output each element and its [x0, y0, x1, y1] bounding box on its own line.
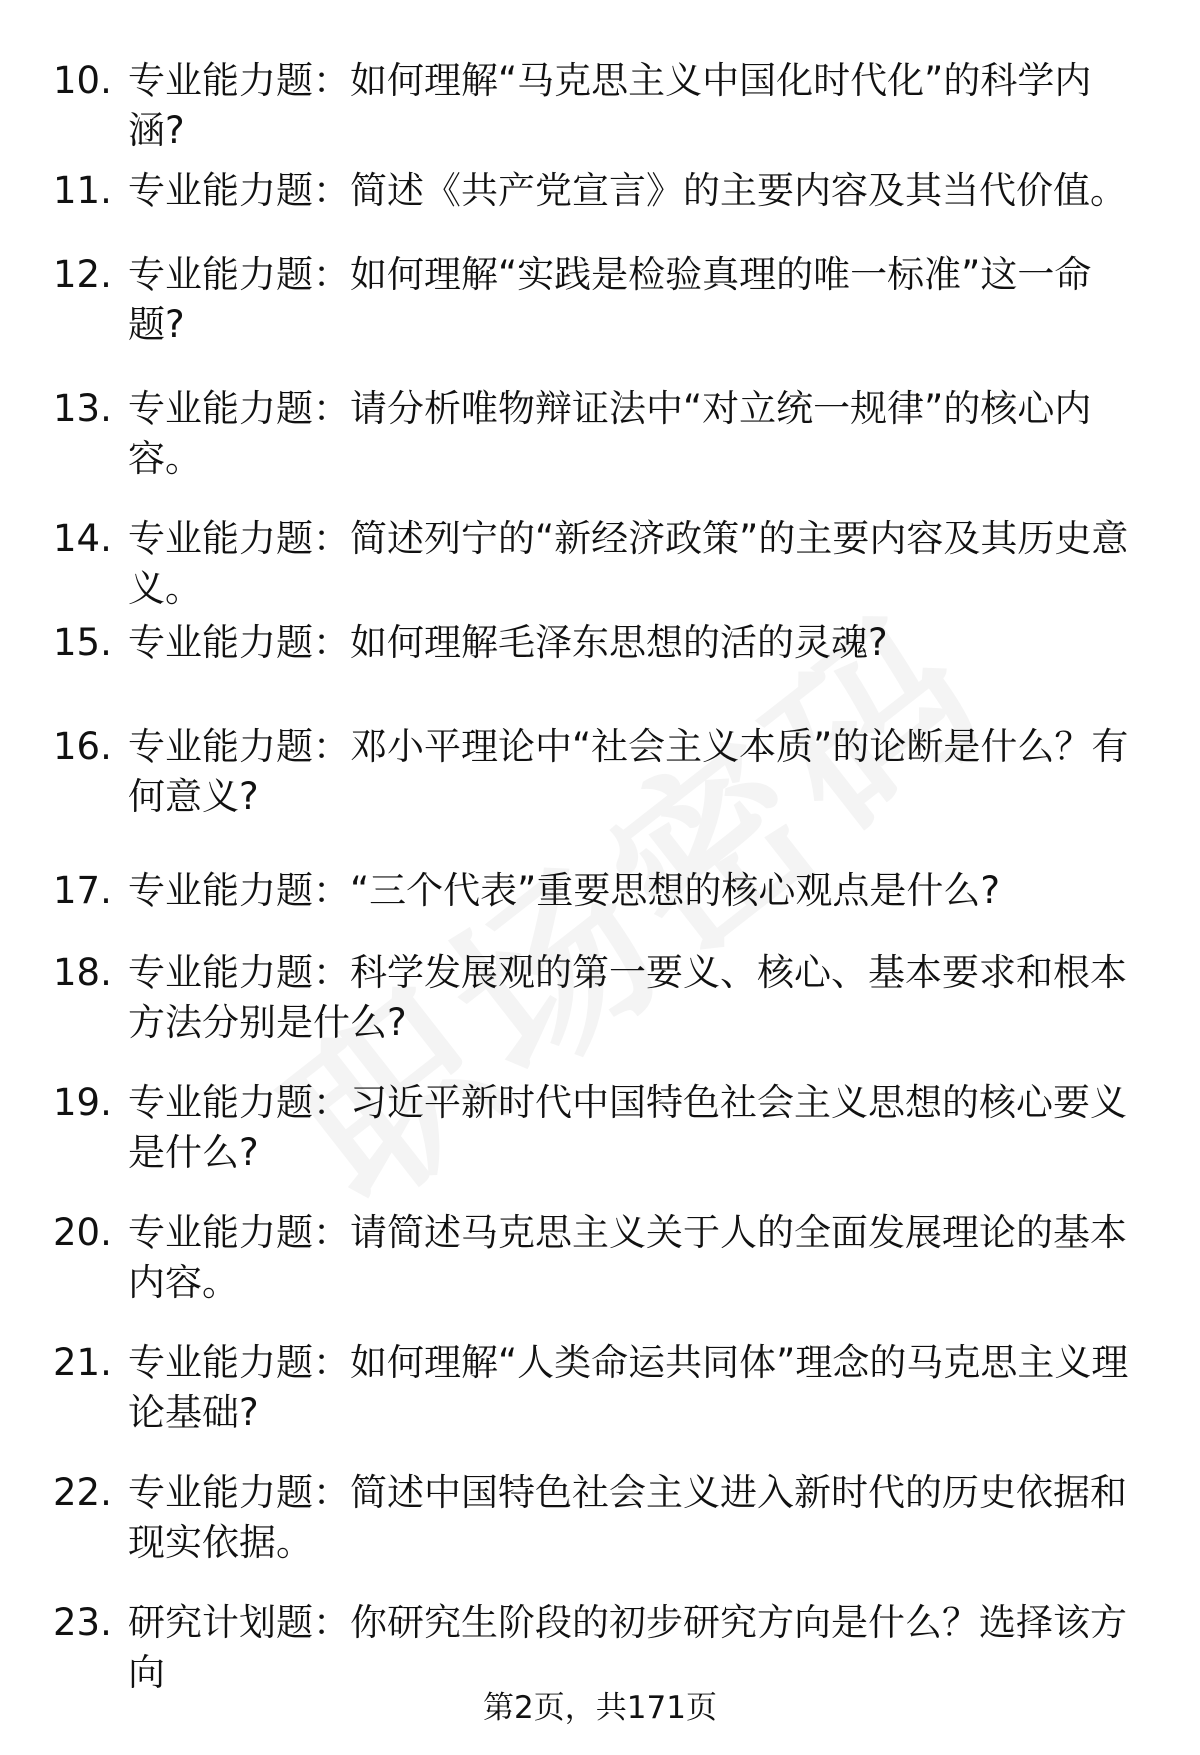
- question-text: 专业能力题：邓小平理论中“社会主义本质”的论断是什么？有何意义?: [128, 725, 1129, 818]
- question-number: 11.: [53, 169, 112, 212]
- question-text: 专业能力题：简述列宁的“新经济政策”的主要内容及其历史意义。: [128, 517, 1129, 610]
- question-item: [0, 1598, 1200, 1694]
- question-number: 12.: [53, 253, 112, 296]
- question-text: 专业能力题：如何理解“人类命运共同体”理念的马克思主义理论基础?: [128, 1341, 1129, 1434]
- question-item: [0, 1468, 1200, 1598]
- question-number: 13.: [53, 387, 112, 430]
- question-item: [0, 866, 1200, 948]
- question-text: 专业能力题：如何理解“马克思主义中国化时代化”的科学内涵?: [128, 59, 1092, 152]
- question-text: 研究计划题：你研究生阶段的初步研究方向是什么？选择该方向: [128, 1601, 1127, 1694]
- question-text: 专业能力题：如何理解“实践是检验真理的唯一标准”这一命题?: [128, 253, 1092, 346]
- question-item: [0, 722, 1200, 866]
- question-text: 专业能力题：简述中国特色社会主义进入新时代的历史依据和现实依据。: [128, 1471, 1127, 1564]
- question-item: [0, 1078, 1200, 1208]
- question-number: 14.: [53, 517, 112, 560]
- question-item: [0, 250, 1200, 384]
- question-text: 专业能力题：请分析唯物辩证法中“对立统一规律”的核心内容。: [128, 387, 1092, 480]
- question-number: 15.: [53, 621, 112, 664]
- question-text: 专业能力题：简述《共产党宣言》的主要内容及其当代价值。: [128, 169, 1127, 212]
- question-number: 17.: [53, 869, 112, 912]
- question-number: 21.: [53, 1341, 112, 1384]
- question-text: 专业能力题：请简述马克思主义关于人的全面发展理论的基本内容。: [128, 1211, 1127, 1304]
- question-item: [0, 1338, 1200, 1468]
- question-item: [0, 384, 1200, 514]
- question-item: [0, 1208, 1200, 1338]
- question-list: [0, 56, 1200, 1694]
- question-text: 专业能力题：如何理解毛泽东思想的活的灵魂?: [128, 621, 888, 664]
- question-item: [0, 618, 1200, 722]
- question-number: 16.: [53, 725, 112, 768]
- question-item: [0, 948, 1200, 1078]
- question-number: 18.: [53, 951, 112, 994]
- question-number: 20.: [53, 1211, 112, 1254]
- question-number: 19.: [53, 1081, 112, 1124]
- question-item: [0, 166, 1200, 250]
- question-number: 23.: [53, 1601, 112, 1644]
- question-text: 专业能力题：习近平新时代中国特色社会主义思想的核心要义是什么?: [128, 1081, 1127, 1174]
- question-number: 10.: [53, 59, 112, 102]
- question-text: 专业能力题：“三个代表”重要思想的核心观点是什么?: [128, 869, 1000, 912]
- question-item: [0, 514, 1200, 618]
- question-item: [0, 56, 1200, 166]
- page-footer: 第2页，共171页: [483, 1690, 717, 1726]
- question-text: 专业能力题：科学发展观的第一要义、核心、基本要求和根本方法分别是什么?: [128, 951, 1127, 1044]
- question-number: 22.: [53, 1471, 112, 1514]
